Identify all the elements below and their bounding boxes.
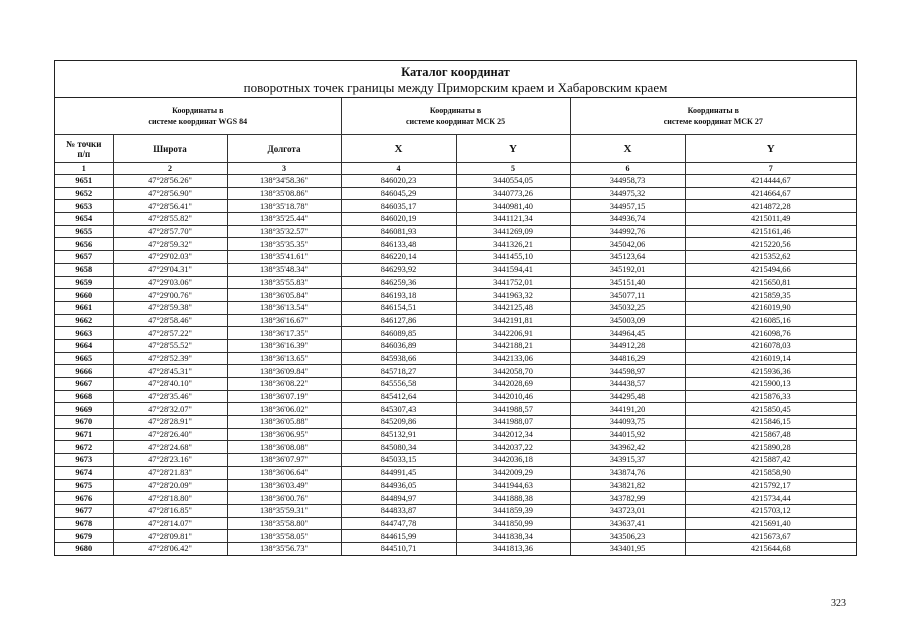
system-header-line2: системе координат МСК 25 [405, 117, 506, 126]
longitude-cell: 138°35'41.61" [227, 251, 341, 264]
x-msk27-cell: 344093,75 [570, 416, 685, 429]
x-msk27-cell: 344975,32 [570, 187, 685, 200]
y-msk25-cell: 3442036,18 [456, 454, 570, 467]
y-msk27-cell: 4215867,48 [685, 428, 856, 441]
y-msk25-cell: 3441859,39 [456, 504, 570, 517]
latitude-cell: 47°28'32.07" [113, 403, 227, 416]
col-number: 7 [685, 163, 856, 175]
point-number-cell: 9671 [55, 428, 113, 441]
y-msk25-cell: 3442188,21 [456, 339, 570, 352]
x-msk27-cell: 344816,29 [570, 352, 685, 365]
system-header-row [55, 98, 856, 135]
y-msk27-cell: 4215936,36 [685, 365, 856, 378]
y-msk25-cell: 3441752,01 [456, 276, 570, 289]
point-number-cell: 9680 [55, 542, 113, 554]
col-number: 6 [570, 163, 685, 175]
x-msk27-cell: 344912,28 [570, 339, 685, 352]
x-msk27-cell: 344936,74 [570, 213, 685, 226]
longitude-cell: 138°36'08.22" [227, 378, 341, 391]
latitude-cell: 47°28'23.16" [113, 454, 227, 467]
table-row [55, 314, 856, 327]
x-msk25-cell: 844747,78 [341, 517, 456, 530]
y-msk27-cell: 4215846,15 [685, 416, 856, 429]
x-msk27-cell: 343821,82 [570, 479, 685, 492]
y-msk25-cell: 3441988,07 [456, 416, 570, 429]
x-msk27-cell: 343782,99 [570, 492, 685, 505]
x-msk27-cell: 344958,73 [570, 175, 685, 188]
latitude-cell: 47°28'14.07" [113, 517, 227, 530]
latitude-cell: 47°28'56.41" [113, 200, 227, 213]
col-header-y-msk25: Y [456, 135, 570, 163]
x-msk25-cell: 845556,58 [341, 378, 456, 391]
y-msk25-cell: 3442058,70 [456, 365, 570, 378]
longitude-cell: 138°36'05.88" [227, 416, 341, 429]
x-msk27-cell: 343723,01 [570, 504, 685, 517]
longitude-cell: 138°36'09.84" [227, 365, 341, 378]
x-msk27-cell: 344015,92 [570, 428, 685, 441]
x-msk27-cell: 344295,48 [570, 390, 685, 403]
table-row [55, 454, 856, 467]
y-msk27-cell: 4215900,13 [685, 378, 856, 391]
x-msk25-cell: 846133,48 [341, 238, 456, 251]
y-msk27-cell: 4216085,16 [685, 314, 856, 327]
x-msk25-cell: 845938,66 [341, 352, 456, 365]
x-msk27-cell: 345077,11 [570, 289, 685, 302]
latitude-cell: 47°28'57.22" [113, 327, 227, 340]
point-number-cell: 9669 [55, 403, 113, 416]
y-msk25-cell: 3441963,32 [456, 289, 570, 302]
point-number-cell: 9666 [55, 365, 113, 378]
table-row [55, 187, 856, 200]
system-header-msk27 [570, 98, 856, 135]
point-number-cell: 9668 [55, 390, 113, 403]
x-msk27-cell: 343506,23 [570, 530, 685, 543]
longitude-cell: 138°35'48.34" [227, 263, 341, 276]
system-header-line2: системе координат МСК 27 [663, 117, 763, 126]
longitude-cell: 138°35'32.57" [227, 225, 341, 238]
point-number-cell: 9673 [55, 454, 113, 467]
x-msk27-cell: 344438,57 [570, 378, 685, 391]
x-msk25-cell: 845412,64 [341, 390, 456, 403]
latitude-cell: 47°28'55.82" [113, 213, 227, 226]
x-msk25-cell: 845718,27 [341, 365, 456, 378]
y-msk25-cell: 3442010,46 [456, 390, 570, 403]
x-msk27-cell: 344992,76 [570, 225, 685, 238]
latitude-cell: 47°28'09.81" [113, 530, 227, 543]
point-number-cell: 9665 [55, 352, 113, 365]
longitude-cell: 138°35'25.44" [227, 213, 341, 226]
longitude-cell: 138°36'05.84" [227, 289, 341, 302]
latitude-cell: 47°28'21.83" [113, 466, 227, 479]
x-msk25-cell: 846259,36 [341, 276, 456, 289]
point-number-cell: 9679 [55, 530, 113, 543]
y-msk27-cell: 4215859,35 [685, 289, 856, 302]
longitude-cell: 138°35'08.86" [227, 187, 341, 200]
latitude-cell: 47°29'04.31" [113, 263, 227, 276]
point-number-cell: 9663 [55, 327, 113, 340]
y-msk27-cell: 4215011,49 [685, 213, 856, 226]
y-msk27-cell: 4216019,14 [685, 352, 856, 365]
point-number-cell: 9655 [55, 225, 113, 238]
x-msk27-cell: 345151,40 [570, 276, 685, 289]
x-msk27-cell: 343637,41 [570, 517, 685, 530]
point-number-cell: 9651 [55, 175, 113, 188]
table-row [55, 530, 856, 543]
longitude-cell: 138°36'17.35" [227, 327, 341, 340]
y-msk25-cell: 3441944,63 [456, 479, 570, 492]
y-msk27-cell: 4216078,03 [685, 339, 856, 352]
table-row [55, 504, 856, 517]
point-number-cell: 9677 [55, 504, 113, 517]
longitude-cell: 138°34'58.36" [227, 175, 341, 188]
catalog-subtitle: поворотных точек границы между Приморским краем и Хабаровским краем [243, 80, 668, 95]
col-header-point [55, 135, 113, 163]
system-header-line1: Координаты в [429, 106, 482, 115]
col-number: 3 [227, 163, 341, 175]
latitude-cell: 47°28'28.91" [113, 416, 227, 429]
latitude-cell: 47°28'59.32" [113, 238, 227, 251]
col-number: 4 [341, 163, 456, 175]
x-msk25-cell: 846045,29 [341, 187, 456, 200]
y-msk25-cell: 3441850,99 [456, 517, 570, 530]
table-row [55, 225, 856, 238]
longitude-cell: 138°36'13.54" [227, 301, 341, 314]
point-number-cell: 9656 [55, 238, 113, 251]
col-number: 1 [55, 163, 113, 175]
latitude-cell: 47°28'16.85" [113, 504, 227, 517]
table-row [55, 479, 856, 492]
coordinates-body [55, 175, 856, 555]
latitude-cell: 47°29'00.76" [113, 289, 227, 302]
table-row [55, 390, 856, 403]
x-msk25-cell: 844615,99 [341, 530, 456, 543]
x-msk25-cell: 846089,85 [341, 327, 456, 340]
latitude-cell: 47°28'26.40" [113, 428, 227, 441]
system-header-line1: Координаты в [687, 106, 739, 115]
y-msk27-cell: 4214444,67 [685, 175, 856, 188]
longitude-cell: 138°36'06.95" [227, 428, 341, 441]
title-block [55, 61, 856, 98]
longitude-cell: 138°36'16.67" [227, 314, 341, 327]
longitude-cell: 138°35'58.80" [227, 517, 341, 530]
y-msk25-cell: 3441455,10 [456, 251, 570, 264]
y-msk27-cell: 4215644,68 [685, 542, 856, 554]
y-msk27-cell: 4215703,12 [685, 504, 856, 517]
longitude-cell: 138°36'07.97" [227, 454, 341, 467]
latitude-cell: 47°29'02.03" [113, 251, 227, 264]
y-msk25-cell: 3440554,05 [456, 175, 570, 188]
y-msk25-cell: 3441269,09 [456, 225, 570, 238]
longitude-cell: 138°35'35.35" [227, 238, 341, 251]
x-msk25-cell: 846220,14 [341, 251, 456, 264]
y-msk25-cell: 3441813,36 [456, 542, 570, 554]
table-row [55, 441, 856, 454]
y-msk27-cell: 4215650,81 [685, 276, 856, 289]
table-row [55, 339, 856, 352]
x-msk27-cell: 344191,20 [570, 403, 685, 416]
col-header-x-msk25: X [341, 135, 456, 163]
system-header-line1: Координаты в [172, 106, 224, 115]
column-header-row [55, 135, 856, 163]
point-number-cell: 9659 [55, 276, 113, 289]
table-row [55, 542, 856, 554]
x-msk27-cell: 343874,76 [570, 466, 685, 479]
table-row [55, 403, 856, 416]
table-row [55, 175, 856, 188]
table-row [55, 352, 856, 365]
y-msk27-cell: 4215858,90 [685, 466, 856, 479]
longitude-cell: 138°35'56.73" [227, 542, 341, 554]
col-header-x-msk27: X [570, 135, 685, 163]
x-msk27-cell: 345032,25 [570, 301, 685, 314]
point-number-cell: 9674 [55, 466, 113, 479]
x-msk25-cell: 845132,91 [341, 428, 456, 441]
point-number-cell: 9661 [55, 301, 113, 314]
point-number-cell: 9672 [55, 441, 113, 454]
y-msk25-cell: 3441838,34 [456, 530, 570, 543]
x-msk27-cell: 345123,64 [570, 251, 685, 264]
latitude-cell: 47°28'35.46" [113, 390, 227, 403]
table-row [55, 301, 856, 314]
y-msk27-cell: 4216019,90 [685, 301, 856, 314]
x-msk25-cell: 845033,15 [341, 454, 456, 467]
longitude-cell: 138°35'59.31" [227, 504, 341, 517]
table-row [55, 238, 856, 251]
y-msk27-cell: 4216098,76 [685, 327, 856, 340]
table-row [55, 428, 856, 441]
longitude-cell: 138°36'06.64" [227, 466, 341, 479]
y-msk27-cell: 4215220,56 [685, 238, 856, 251]
table-row [55, 365, 856, 378]
longitude-cell: 138°36'03.49" [227, 479, 341, 492]
x-msk25-cell: 846293,92 [341, 263, 456, 276]
y-msk25-cell: 3441594,41 [456, 263, 570, 276]
x-msk25-cell: 846154,51 [341, 301, 456, 314]
x-msk25-cell: 844833,87 [341, 504, 456, 517]
x-msk27-cell: 344598,97 [570, 365, 685, 378]
point-number-cell: 9654 [55, 213, 113, 226]
y-msk27-cell: 4215876,33 [685, 390, 856, 403]
system-header-msk25 [341, 98, 570, 135]
x-msk25-cell: 846020,23 [341, 175, 456, 188]
latitude-cell: 47°28'24.68" [113, 441, 227, 454]
longitude-cell: 138°36'00.76" [227, 492, 341, 505]
point-number-cell: 9667 [55, 378, 113, 391]
table-row [55, 251, 856, 264]
col-header-latitude: Широта [113, 135, 227, 163]
page-number: 323 [831, 598, 846, 609]
table-row [55, 200, 856, 213]
x-msk27-cell: 344957,15 [570, 200, 685, 213]
x-msk27-cell: 345042,06 [570, 238, 685, 251]
table-row [55, 276, 856, 289]
point-number-cell: 9662 [55, 314, 113, 327]
longitude-cell: 138°36'08.08" [227, 441, 341, 454]
table-row [55, 289, 856, 302]
table-row [55, 492, 856, 505]
latitude-cell: 47°28'56.90" [113, 187, 227, 200]
point-number-cell: 9653 [55, 200, 113, 213]
col-header-point-line2: п/п [77, 148, 91, 159]
latitude-cell: 47°28'59.38" [113, 301, 227, 314]
y-msk25-cell: 3442037,22 [456, 441, 570, 454]
x-msk25-cell: 844894,97 [341, 492, 456, 505]
longitude-cell: 138°35'58.05" [227, 530, 341, 543]
point-number-cell: 9658 [55, 263, 113, 276]
coordinates-table [55, 98, 856, 555]
longitude-cell: 138°36'13.65" [227, 352, 341, 365]
y-msk27-cell: 4215352,62 [685, 251, 856, 264]
x-msk25-cell: 846020,19 [341, 213, 456, 226]
col-number: 5 [456, 163, 570, 175]
x-msk27-cell: 345003,09 [570, 314, 685, 327]
latitude-cell: 47°28'06.42" [113, 542, 227, 554]
point-number-cell: 9678 [55, 517, 113, 530]
x-msk25-cell: 845209,86 [341, 416, 456, 429]
x-msk25-cell: 846035,17 [341, 200, 456, 213]
col-header-longitude: Долгота [227, 135, 341, 163]
point-number-cell: 9670 [55, 416, 113, 429]
y-msk25-cell: 3442009,29 [456, 466, 570, 479]
y-msk27-cell: 4215890,28 [685, 441, 856, 454]
x-msk25-cell: 846193,18 [341, 289, 456, 302]
system-header-line2: системе координат WGS 84 [148, 117, 248, 126]
latitude-cell: 47°28'18.80" [113, 492, 227, 505]
longitude-cell: 138°36'06.02" [227, 403, 341, 416]
y-msk25-cell: 3442191,81 [456, 314, 570, 327]
point-number-cell: 9676 [55, 492, 113, 505]
table-row [55, 213, 856, 226]
catalog-title: Каталог координат [401, 65, 510, 79]
table-row [55, 416, 856, 429]
latitude-cell: 47°28'40.10" [113, 378, 227, 391]
table-row [55, 263, 856, 276]
point-number-cell: 9652 [55, 187, 113, 200]
y-msk25-cell: 3442012,34 [456, 428, 570, 441]
latitude-cell: 47°28'55.52" [113, 339, 227, 352]
table-row [55, 517, 856, 530]
x-msk25-cell: 844510,71 [341, 542, 456, 554]
x-msk27-cell: 344964,45 [570, 327, 685, 340]
y-msk25-cell: 3442133,06 [456, 352, 570, 365]
y-msk27-cell: 4215850,45 [685, 403, 856, 416]
x-msk25-cell: 845080,34 [341, 441, 456, 454]
y-msk27-cell: 4215734,44 [685, 492, 856, 505]
x-msk25-cell: 846081,93 [341, 225, 456, 238]
latitude-cell: 47°29'03.06" [113, 276, 227, 289]
latitude-cell: 47°28'20.09" [113, 479, 227, 492]
latitude-cell: 47°28'56.26" [113, 175, 227, 188]
table-row [55, 378, 856, 391]
column-number-row [55, 163, 856, 175]
point-number-cell: 9660 [55, 289, 113, 302]
y-msk27-cell: 4215494,66 [685, 263, 856, 276]
longitude-cell: 138°36'16.39" [227, 339, 341, 352]
x-msk27-cell: 345192,01 [570, 263, 685, 276]
y-msk25-cell: 3441888,38 [456, 492, 570, 505]
x-msk27-cell: 343915,37 [570, 454, 685, 467]
col-number: 2 [113, 163, 227, 175]
y-msk25-cell: 3442206,91 [456, 327, 570, 340]
y-msk25-cell: 3442125,48 [456, 301, 570, 314]
system-header-wgs84 [55, 98, 341, 135]
point-number-cell: 9657 [55, 251, 113, 264]
y-msk27-cell: 4215792,17 [685, 479, 856, 492]
table-row [55, 327, 856, 340]
y-msk25-cell: 3440773,26 [456, 187, 570, 200]
x-msk25-cell: 846127,86 [341, 314, 456, 327]
col-header-y-msk27: Y [685, 135, 856, 163]
x-msk25-cell: 846036,89 [341, 339, 456, 352]
latitude-cell: 47°28'57.70" [113, 225, 227, 238]
point-number-cell: 9664 [55, 339, 113, 352]
x-msk27-cell: 343401,95 [570, 542, 685, 554]
y-msk27-cell: 4215887,42 [685, 454, 856, 467]
col-header-point-line1: № точки [66, 138, 102, 149]
latitude-cell: 47°28'45.31" [113, 365, 227, 378]
x-msk25-cell: 844936,05 [341, 479, 456, 492]
y-msk27-cell: 4215691,40 [685, 517, 856, 530]
x-msk25-cell: 845307,43 [341, 403, 456, 416]
longitude-cell: 138°36'07.19" [227, 390, 341, 403]
longitude-cell: 138°35'55.83" [227, 276, 341, 289]
x-msk25-cell: 844991,45 [341, 466, 456, 479]
y-msk25-cell: 3441326,21 [456, 238, 570, 251]
latitude-cell: 47°28'52.39" [113, 352, 227, 365]
coordinate-catalog [54, 60, 857, 556]
y-msk25-cell: 3441988,57 [456, 403, 570, 416]
x-msk27-cell: 343962,42 [570, 441, 685, 454]
y-msk27-cell: 4215673,67 [685, 530, 856, 543]
y-msk25-cell: 3441121,34 [456, 213, 570, 226]
y-msk27-cell: 4215161,46 [685, 225, 856, 238]
latitude-cell: 47°28'58.46" [113, 314, 227, 327]
y-msk27-cell: 4214872,28 [685, 200, 856, 213]
table-row [55, 466, 856, 479]
y-msk27-cell: 4214664,67 [685, 187, 856, 200]
longitude-cell: 138°35'18.78" [227, 200, 341, 213]
y-msk25-cell: 3442028,69 [456, 378, 570, 391]
point-number-cell: 9675 [55, 479, 113, 492]
y-msk25-cell: 3440981,40 [456, 200, 570, 213]
